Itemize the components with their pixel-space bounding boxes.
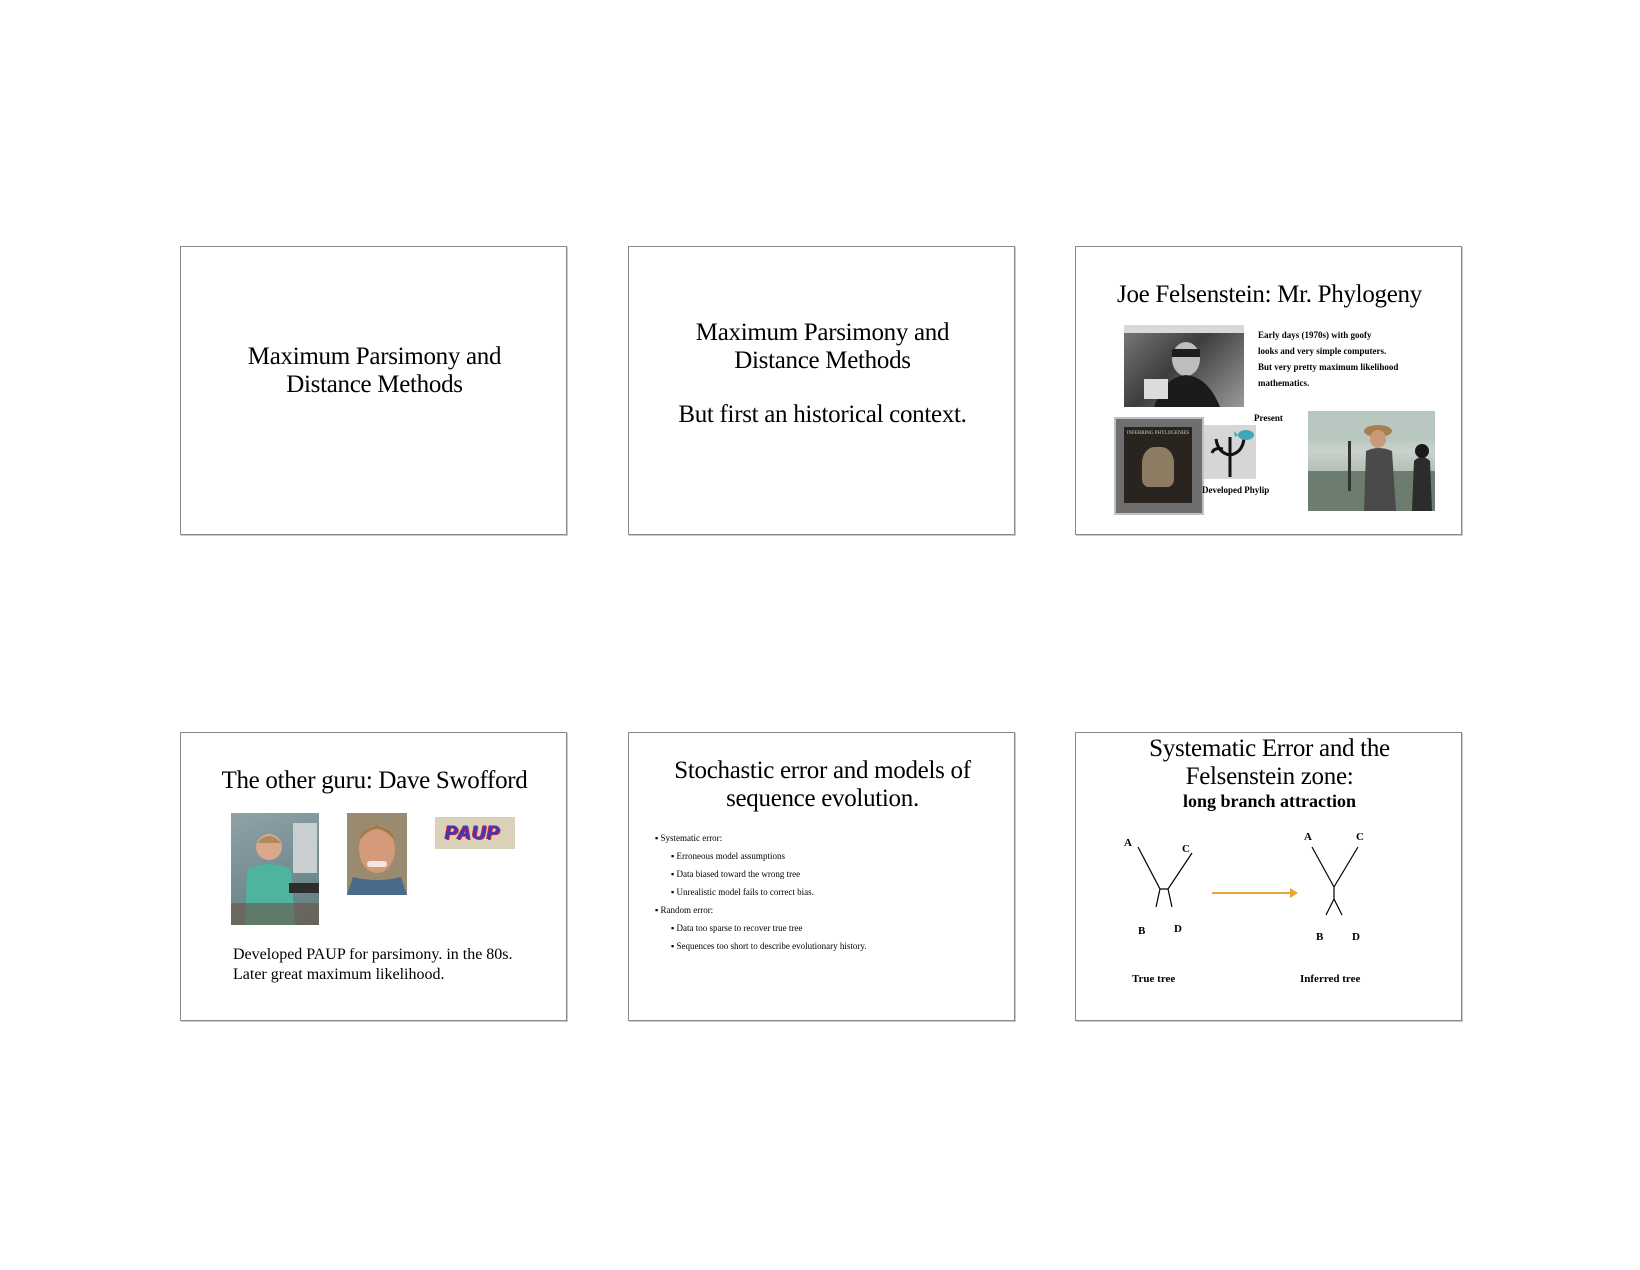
- person-photo-icon: [1124, 325, 1244, 407]
- slide-5-title: Stochastic error and models of sequence evolution.: [674, 757, 971, 812]
- felsenstein-present-photo: [1308, 411, 1435, 511]
- true-tree-label-d: D: [1174, 923, 1182, 935]
- list-item: ▪ Erroneous model assumptions: [671, 851, 785, 861]
- slide-1: [180, 246, 567, 535]
- slide-3: [1075, 246, 1462, 535]
- slide-2: [628, 246, 1015, 535]
- person-photo-icon: [1308, 411, 1435, 511]
- person-photo-icon: [347, 813, 407, 895]
- inferred-tree-label-a: A: [1304, 831, 1312, 843]
- true-tree-label-c: C: [1182, 843, 1190, 855]
- inferred-tree-label-b: B: [1316, 931, 1324, 943]
- arrow-right-icon: [1210, 885, 1300, 901]
- present-label: Present: [1254, 413, 1283, 423]
- felsenstein-early-photo: [1124, 325, 1244, 407]
- list-item: ▪ Systematic error:: [655, 833, 723, 843]
- slide-6-subtitle: long branch attraction: [1183, 791, 1356, 811]
- slide-2-subtitle: But first an historical context.: [678, 401, 967, 428]
- inferred-tree-diagram: [1288, 833, 1408, 933]
- true-tree-diagram: [1116, 833, 1236, 933]
- slide-6-title: Systematic Error and the Felsenstein zone:: [1149, 735, 1390, 790]
- list-item: ▪ Random error:: [655, 905, 714, 915]
- inferred-tree-caption: Inferred tree: [1300, 973, 1361, 985]
- slide-3-caption: Early days (1970s) with goofy looks and very simple computers. But very pretty maximum likelihood mathematics.: [1258, 330, 1399, 388]
- true-tree-label-b: B: [1138, 925, 1146, 937]
- tree-bird-icon: [1204, 425, 1256, 479]
- swofford-photo-2: [347, 813, 407, 895]
- inferred-tree-label-c: C: [1356, 831, 1364, 843]
- slide-1-title: Maximum Parsimony and Distance Methods: [247, 343, 502, 398]
- swofford-photo-1: [231, 813, 319, 925]
- paup-logo: PAUP: [435, 817, 515, 849]
- slide-2-title: Maximum Parsimony and Distance Methods: [695, 319, 950, 374]
- slide-4-caption: Developed PAUP for parsimony. in the 80s. Later great maximum likelihood.: [233, 946, 513, 983]
- inferring-phylogenies-book: INFERRING PHYLOGENIES: [1114, 417, 1204, 515]
- slide-5-bullets: [655, 829, 1005, 955]
- list-item: ▪ Sequences too short to describe evolutionary history.: [671, 941, 867, 951]
- slide-4-title: The other guru: Dave Swofford: [221, 767, 528, 794]
- phylip-logo: [1204, 425, 1256, 479]
- phylip-label: Developed Phylip: [1202, 485, 1270, 495]
- list-item: ▪ Unrealistic model fails to correct bias.: [671, 887, 814, 897]
- slide-3-title: Joe Felsenstein: Mr. Phylogeny: [1117, 281, 1422, 308]
- list-item: ▪ Data too sparse to recover true tree: [671, 923, 803, 933]
- slide-5: [628, 732, 1015, 1021]
- list-item: ▪ Data biased toward the wrong tree: [671, 869, 801, 879]
- person-photo-icon: [231, 813, 319, 925]
- true-tree-label-a: A: [1124, 837, 1132, 849]
- slide-6: [1075, 732, 1462, 1021]
- slide-4: [180, 732, 567, 1021]
- true-tree-caption: True tree: [1132, 973, 1176, 985]
- inferred-tree-label-d: D: [1352, 931, 1360, 943]
